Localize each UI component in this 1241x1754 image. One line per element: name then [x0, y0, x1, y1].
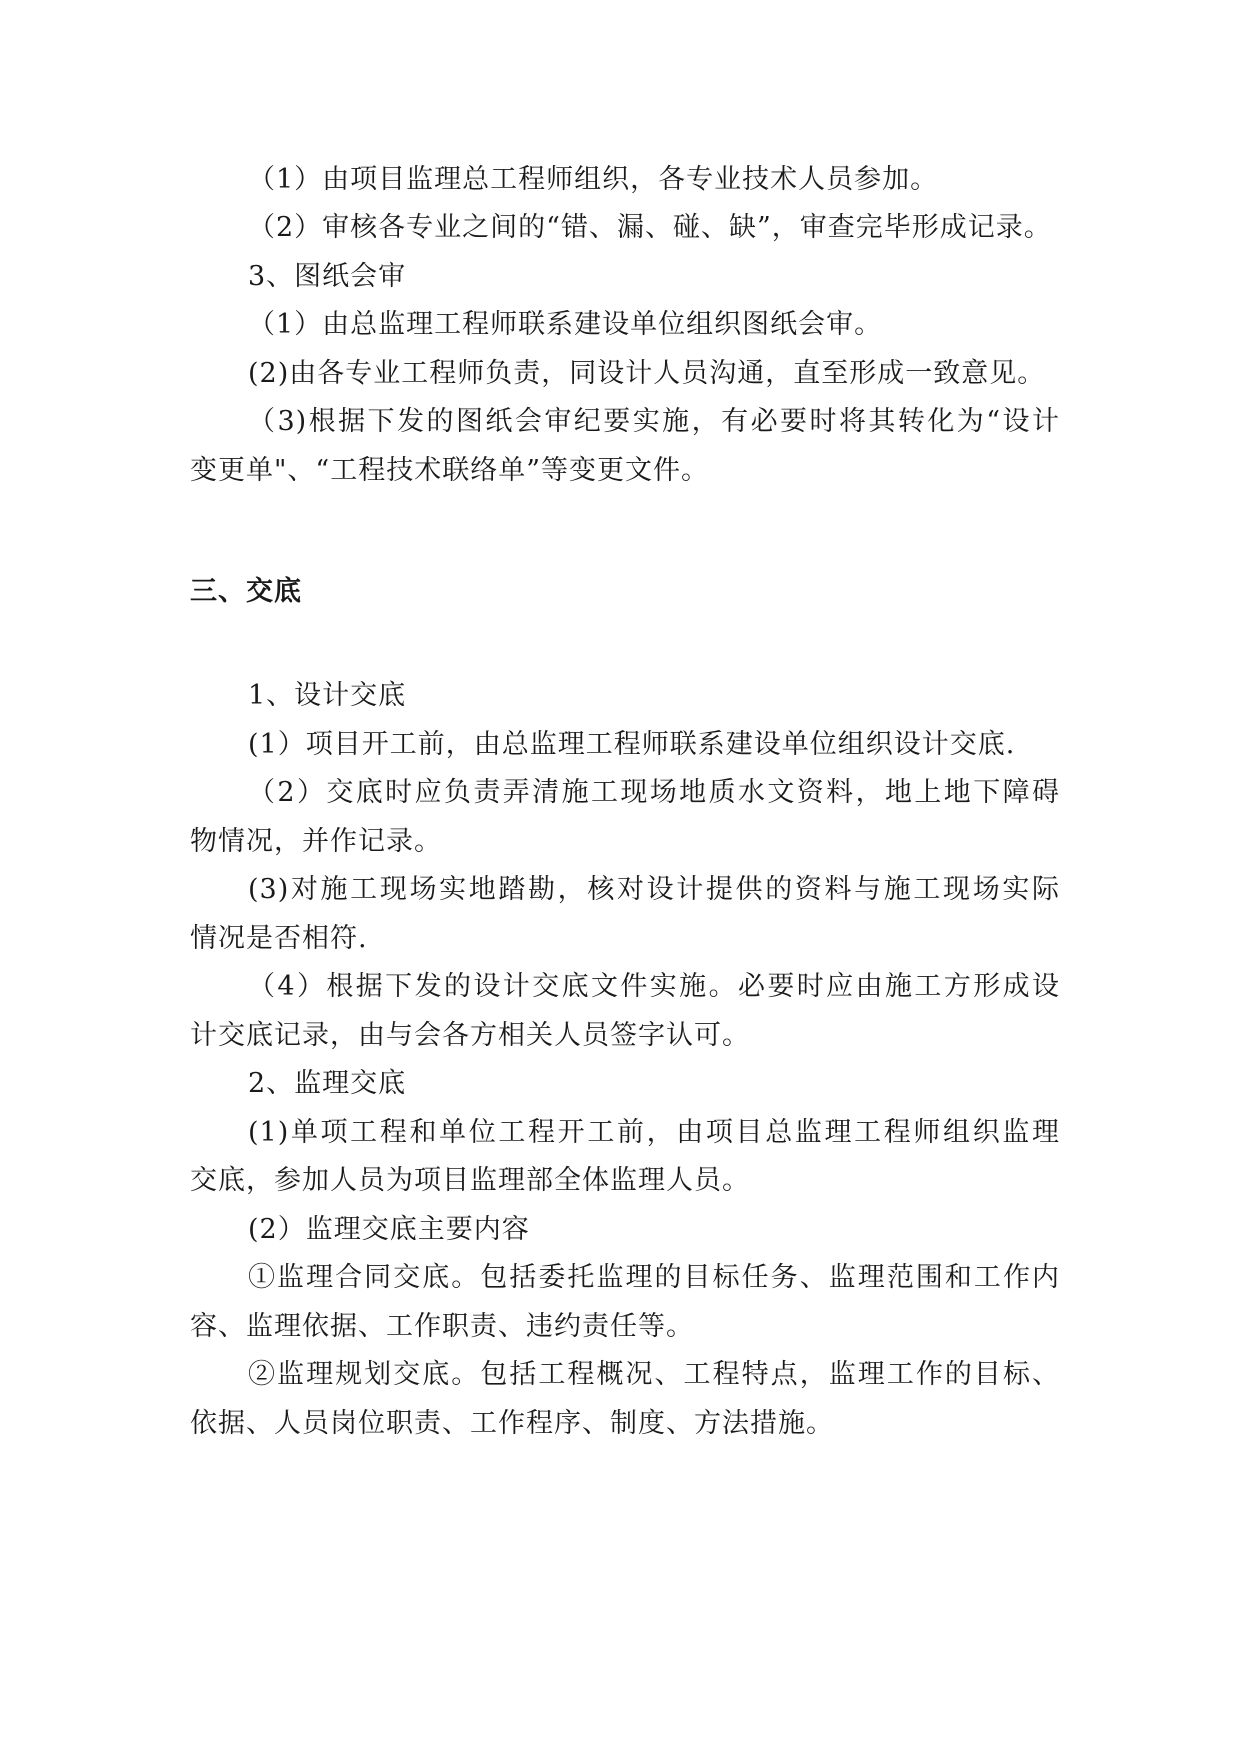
paragraph-line: 情况是否相符.: [190, 923, 368, 954]
section-heading: 三、交底: [190, 576, 302, 607]
paragraph-line: (1)单项工程和单位工程开工前，由项目总监理工程师组织监理: [248, 1117, 1060, 1148]
paragraph-line: 物情况，并作记录。: [190, 826, 442, 857]
subsection-heading: 3、图纸会审: [248, 261, 407, 292]
subsection-heading: 2、监理交底: [248, 1068, 407, 1099]
paragraph-line: (3)对施工现场实地踏勘，核对设计提供的资料与施工现场实际: [248, 874, 1060, 905]
paragraph-line: 计交底记录，由与会各方相关人员签字认可。: [190, 1020, 750, 1051]
paragraph-line: (2）监理交底主要内容: [248, 1214, 530, 1245]
paragraph-line: （4）根据下发的设计交底文件实施。必要时应由施工方形成设: [248, 971, 1060, 1002]
paragraph-line: （3)根据下发的图纸会审纪要实施，有必要时将其转化为“设计: [248, 406, 1060, 437]
paragraph-line: (1）项目开工前，由总监理工程师联系建设单位组织设计交底.: [248, 729, 1016, 760]
paragraph-line: (2)由各专业工程师负责，同设计人员沟通，直至形成一致意见。: [248, 358, 1046, 389]
paragraph-line: ①监理合同交底。包括委托监理的目标任务、监理范围和工作内: [248, 1262, 1060, 1293]
paragraph-line: ②监理规划交底。包括工程概况、工程特点，监理工作的目标、: [248, 1359, 1060, 1390]
paragraph-line: 交底，参加人员为项目监理部全体监理人员。: [190, 1165, 750, 1196]
subsection-heading: 1、设计交底: [248, 680, 407, 711]
paragraph-line: （1）由总监理工程师联系建设单位组织图纸会审。: [248, 309, 883, 340]
paragraph-line: （1）由项目监理总工程师组织，各专业技术人员参加。: [248, 164, 939, 195]
paragraph-line: （2）审核各专业之间的“错、漏、碰、缺”，审查完毕形成记录。: [248, 212, 1052, 243]
paragraph-line: 容、监理依据、工作职责、违约责任等。: [190, 1311, 694, 1342]
paragraph-line: （2）交底时应负责弄清施工现场地质水文资料，地上地下障碍: [248, 777, 1060, 808]
paragraph-line: 变更单"、“工程技术联络单”等变更文件。: [190, 455, 710, 486]
paragraph-line: 依据、人员岗位职责、工作程序、制度、方法措施。: [190, 1408, 834, 1439]
